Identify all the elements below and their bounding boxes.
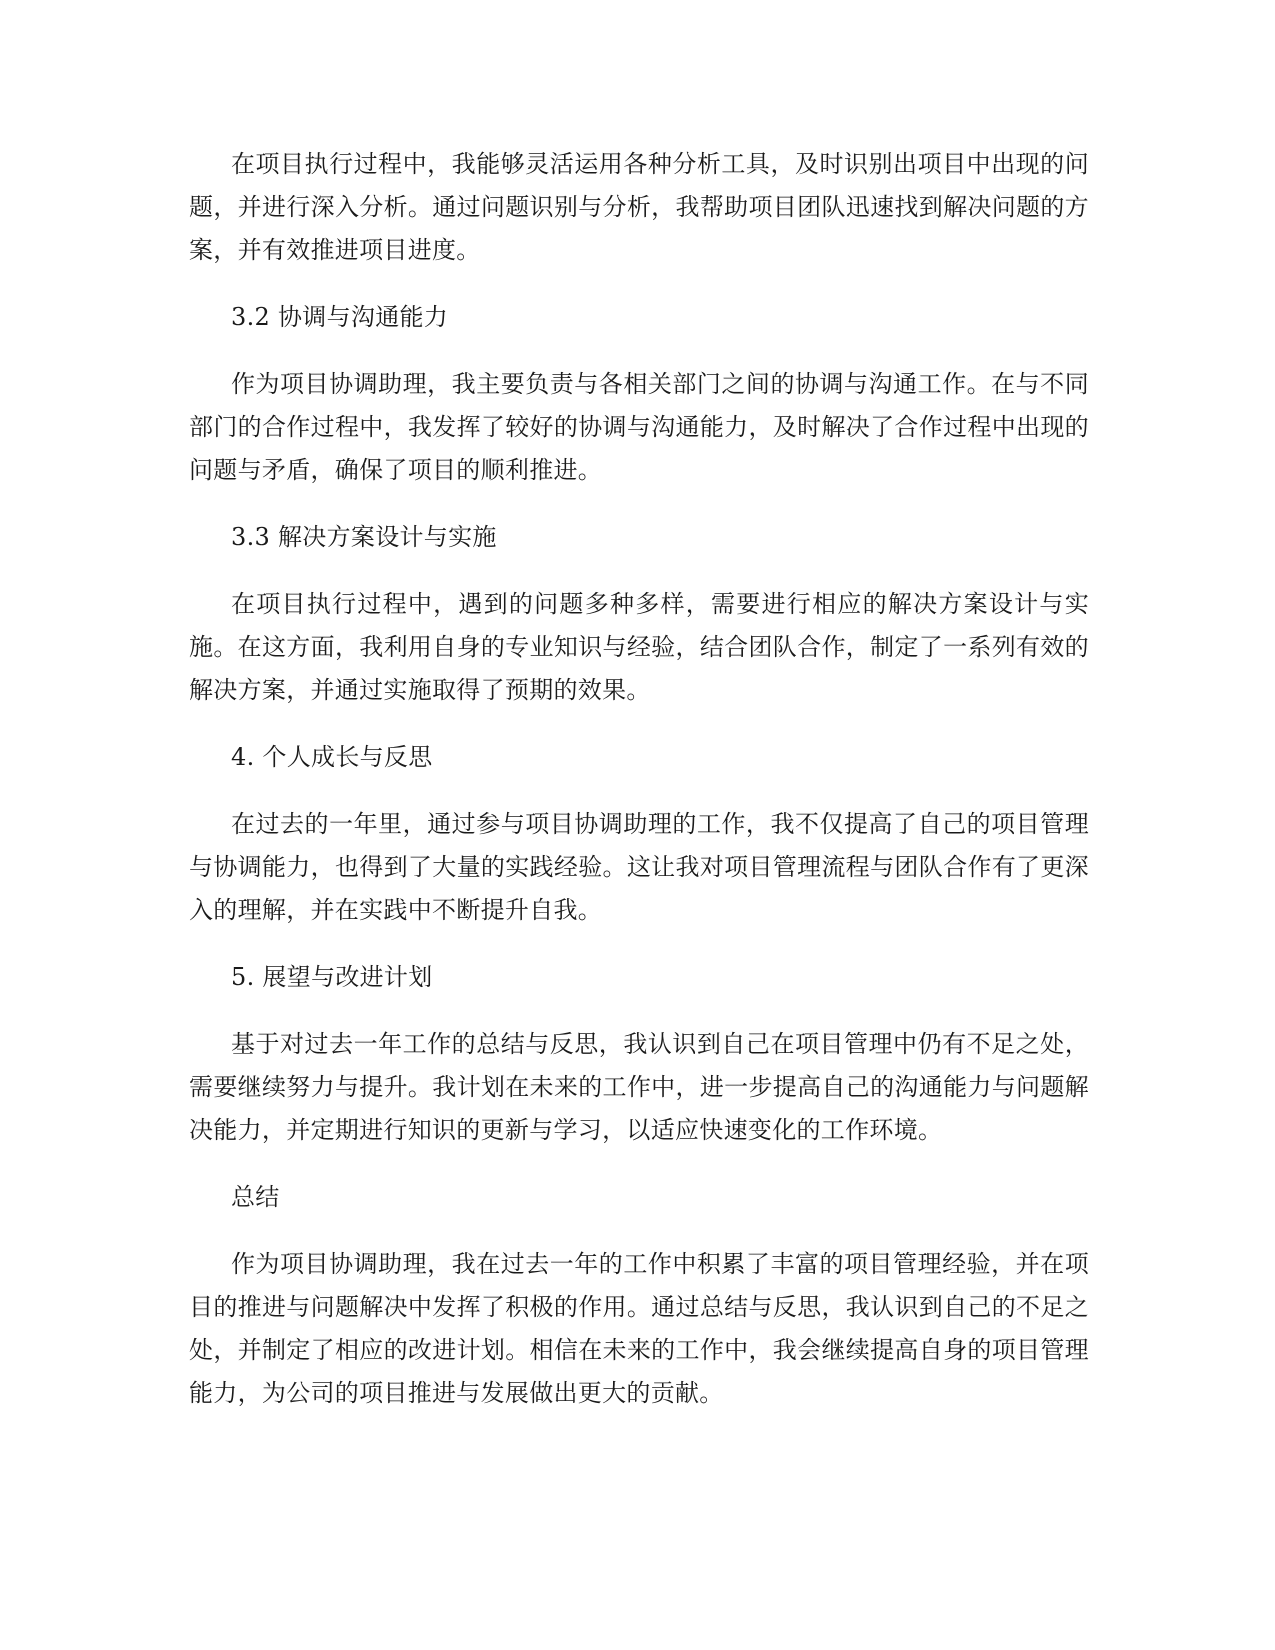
section-heading-5: 5. 展望与改进计划 xyxy=(231,963,433,991)
paragraph-improvement-plan: 基于对过去一年工作的总结与反思，我认识到自己在项目管理中仍有不足之处，需要继续努力与提升。我计划在未来的工作中，进一步提高自己的沟通能力与问题解决能力，并定期进行知识的更新与学习，以适应快速变化的工作环境。 xyxy=(189,1030,1089,1144)
section-heading-summary: 总结 xyxy=(231,1183,280,1211)
section-heading-4: 4. 个人成长与反思 xyxy=(231,743,433,771)
paragraph-personal-growth: 在过去的一年里，通过参与项目协调助理的工作，我不仅提高了自己的项目管理与协调能力，也得到了大量的实践经验。这让我对项目管理流程与团队合作有了更深入的理解，并在实践中不断提升自我。 xyxy=(189,810,1089,924)
section-heading-3-3: 3.3 解决方案设计与实施 xyxy=(231,523,497,551)
paragraph-problem-analysis: 在项目执行过程中，我能够灵活运用各种分析工具，及时识别出项目中出现的问题，并进行深入分析。通过问题识别与分析，我帮助项目团队迅速找到解决问题的方案，并有效推进项目进度。 xyxy=(189,150,1089,264)
section-heading-3-2: 3.2 协调与沟通能力 xyxy=(231,303,449,331)
paragraph-solution-design: 在项目执行过程中，遇到的问题多种多样，需要进行相应的解决方案设计与实施。在这方面，我利用自身的专业知识与经验，结合团队合作，制定了一系列有效的解决方案，并通过实施取得了预期的效果。 xyxy=(189,590,1089,704)
paragraph-coordination: 作为项目协调助理，我主要负责与各相关部门之间的协调与沟通工作。在与不同部门的合作过程中，我发挥了较好的协调与沟通能力，及时解决了合作过程中出现的问题与矛盾，确保了项目的顺利推进。 xyxy=(189,370,1089,484)
document-body xyxy=(189,143,1089,1439)
paragraph-summary: 作为项目协调助理，我在过去一年的工作中积累了丰富的项目管理经验，并在项目的推进与问题解决中发挥了积极的作用。通过总结与反思，我认识到自己的不足之处，并制定了相应的改进计划。相信在未来的工作中，我会继续提高自身的项目管理能力，为公司的项目推进与发展做出更大的贡献。 xyxy=(189,1250,1089,1407)
